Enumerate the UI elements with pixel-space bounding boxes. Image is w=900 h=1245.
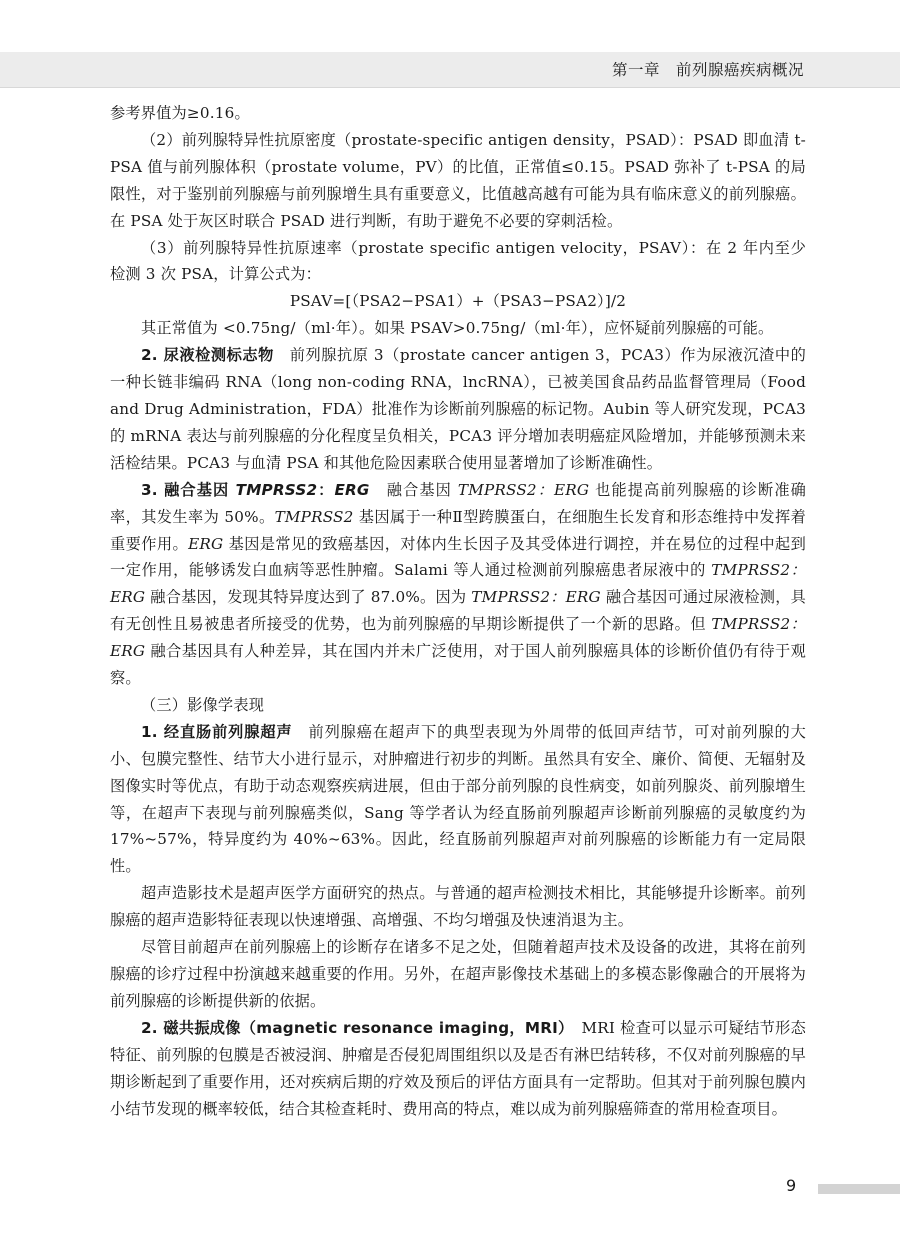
page-number: 9 [786, 1176, 797, 1195]
gene-name: TMPRSS2 [235, 480, 318, 499]
paragraph-psav-normal: 其正常值为 <0.75ng/（ml·年）。如果 PSAV>0.75ng/（ml·年），应怀疑前列腺癌的可能。 [141, 319, 774, 338]
gene-name: TMPRSS2：ERG [110, 561, 807, 607]
section-text: 前列腺癌在超声下的典型表现为外周带的低回声结节，可对前列腺的大小、包膜完整性、结节大小进行显示，对肿瘤进行初步的判断。虽然具有安全、廉价、简便、无辐射及图像实时等优点，有助于动态观察疾病进展，但由于部分前列腺的良性病变，如前列腺炎、前列腺增生等，在超声下表现与前列腺癌类似，Sang 等学者认为经直肠前列腺超声诊断前列腺癌的灵敏度约为 17%~57%，特异度约为 40%~63%。因此，经直肠前列腺超声对前列腺癌的诊断能力有一定局限性。 [110, 722, 807, 876]
text-run: 也能提高前列腺癌的诊断准确率，其发生率为 50%。 [110, 480, 806, 526]
section-text: 前列腺抗原 3（prostate cancer antigen 3，PCA3）作为尿液沉渣中的一种长链非编码 RNA（long non-coding RNA，lncRNA），已被美国食品药品监督管理局（Food and Drug Administration，FDA）批准作为诊断前列腺癌的标记物。Aubin 等人研究发现，PCA3 的 mRNA 表达与前列腺癌的分化程度呈负相关，PCA3 评分增加表明癌症风险增加，并能够预测未来活检结果。PCA3 与血清 PSA 和其他危险因素联合使用显著增加了诊断准确性。 [110, 346, 807, 472]
text-run: 融合基因 [386, 480, 458, 499]
section-ultrasound [110, 719, 806, 880]
gene-separator: ： [317, 480, 335, 499]
gene-name: TMPRSS2：ERG [471, 588, 601, 607]
paragraph: 参考界值为≥0.16。 [110, 104, 250, 122]
psav-formula: PSAV=[（PSA2−PSA1）+（PSA3−PSA2）]/2 [289, 292, 627, 311]
text-run: 基因属于一种Ⅱ型跨膜蛋白，在细胞生长发育和形态维持中发挥着重要作用。 [110, 507, 806, 553]
gene-name: ERG [334, 480, 370, 499]
section-heading: 3. 融合基因 [141, 480, 236, 499]
section-heading: 2. 磁共振成像（magnetic resonance imaging，MRI） [141, 1018, 566, 1037]
text-run: 融合基因，发现其特异度达到了 87.0%。因为 [145, 588, 472, 607]
text-run: 基因是常见的致癌基因，对体内生长因子及其受体进行调控，并在易位的过程中起到一定作用，能够诱发白血病等恶性肿瘤。Salami 等人通过检测前列腺癌患者尿液中的 [110, 534, 806, 580]
gene-name: TMPRSS2 [274, 507, 354, 526]
section-imaging-title: （三）影像学表现 [141, 695, 265, 714]
section-text: MRI 检查可以显示可疑结节形态特征、前列腺的包膜是否被浸润、肿瘤是否侵犯周围组织以及是否有淋巴结转移，不仅对前列腺癌的早期诊断起到了重要作用，还对疾病后期的疗效及预后的评估方面具有一定帮助。但其对于前列腺包膜内小结节发现的概率较低，结合其检查耗时、费用高的特点，难以成为前列腺癌筛查的常用检查项目。 [110, 1018, 806, 1118]
gene-name: ERG [188, 534, 224, 553]
text-run: 融合基因具有人种差异，其在国内并未广泛使用，对于国人前列腺癌具体的诊断价值仍有待于观察。 [110, 642, 806, 688]
gene-name: TMPRSS2：ERG [110, 615, 806, 661]
section-heading: 1. 经直肠前列腺超声 [141, 722, 293, 741]
section-fusion-gene [110, 477, 806, 692]
gene-name: TMPRSS2：ERG [457, 480, 590, 499]
section-urine-markers [110, 342, 806, 477]
chapter-header: 第一章 前列腺癌疾病概况 [611, 61, 804, 79]
paragraph-contrast-ultrasound: 超声造影技术是超声医学方面研究的热点。与普通的超声检测技术相比，其能够提升诊断率。前列腺癌的超声造影特征表现以快速增强、高增强、不均匀增强及快速消退为主。 [110, 884, 806, 930]
section-mri [110, 1015, 806, 1123]
text-run: 融合基因可通过尿液检测，具有无创性且易被患者所接受的优势，也为前列腺癌的早期诊断提供了一个新的思路。但 [110, 588, 806, 634]
section-heading: 2. 尿液检测标志物 [141, 346, 274, 365]
paragraph-psad: （2）前列腺特异性抗原密度（prostate-specific antigen density，PSAD）：PSAD 即血清 t-PSA 值与前列腺体积（prostate volume，PV）的比值，正常值≤0.15。PSAD 弥补了 t-PSA 的局限性，对于鉴别前列腺癌与前列腺增生具有重要意义，比值越高越有可能为具有临床意义的前列腺癌。在 PSA 处于灰区时联合 PSAD 进行判断，有助于避免不必要的穿刺活检。 [110, 130, 806, 230]
paragraph-ultrasound-outlook: 尽管目前超声在前列腺癌上的诊断存在诸多不足之处，但随着超声技术及设备的改进，其将在前列腺癌的诊疗过程中扮演越来越重要的作用。另外，在超声影像技术基础上的多模态影像融合的开展将为前列腺癌的诊断提供新的依据。 [110, 938, 806, 1010]
page-body [110, 100, 806, 1122]
footer-bar [818, 1184, 900, 1194]
paragraph-psav: （3）前列腺特异性抗原速率（prostate specific antigen velocity，PSAV）：在 2 年内至少检测 3 次 PSA，计算公式为： [110, 238, 806, 284]
